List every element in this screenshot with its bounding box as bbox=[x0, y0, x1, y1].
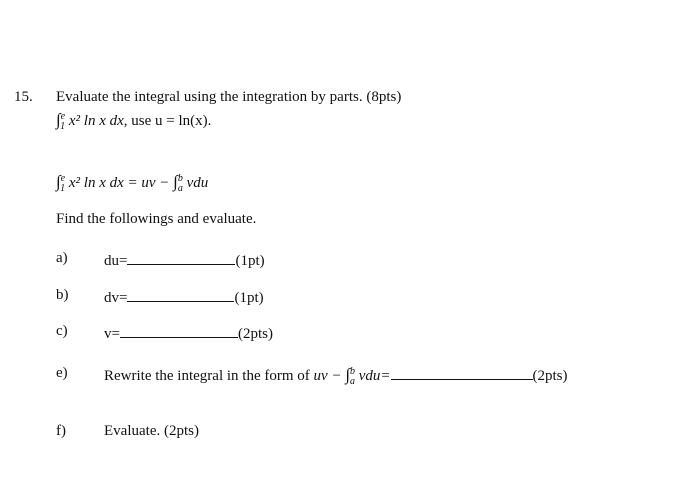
integral-lower: 1 bbox=[60, 121, 66, 132]
answer-blank-rewrite[interactable] bbox=[391, 365, 533, 380]
formula-rhs: vdu bbox=[186, 175, 209, 191]
part-label-c: c) bbox=[56, 323, 68, 339]
formula-upper-right: b bbox=[177, 173, 183, 184]
part-f: Evaluate. (2pts) bbox=[104, 423, 199, 439]
part-label-e: e) bbox=[56, 365, 68, 381]
formula-lhs: x² ln x dx = uv − bbox=[68, 175, 170, 191]
problem-instruction: Evaluate the integral using the integration by parts. (8pts) bbox=[56, 89, 402, 105]
integral-sign-icon: ∫ bbox=[56, 110, 61, 129]
part-a-prefix: du= bbox=[104, 253, 128, 269]
formula-upper-left: e bbox=[60, 173, 66, 184]
part-e-math: uv − bbox=[313, 368, 342, 384]
part-label-f: f) bbox=[56, 423, 66, 439]
part-e-math-end: vdu= bbox=[358, 368, 391, 384]
part-e-upper: b bbox=[349, 366, 355, 377]
parts-formula bbox=[56, 172, 208, 192]
problem-integral: ∫$^e_1$ x² ln x dx, use u = ln(x). bbox=[56, 110, 212, 132]
part-e bbox=[104, 365, 568, 385]
part-b-points: (1pt) bbox=[234, 290, 264, 306]
part-label-a: a) bbox=[56, 250, 68, 266]
answer-blank-dv[interactable] bbox=[127, 287, 234, 302]
part-c-points: (2pts) bbox=[237, 326, 273, 342]
part-e-points: (2pts) bbox=[532, 368, 568, 384]
integrand: x² ln x dx bbox=[68, 113, 124, 129]
integral-sign-icon: ∫ bbox=[345, 365, 350, 384]
integral-sign-icon: ∫ bbox=[173, 172, 178, 191]
integral-sign-icon: ∫ bbox=[56, 172, 61, 191]
problem-number: 15. bbox=[14, 89, 33, 105]
answer-blank-v[interactable] bbox=[120, 323, 238, 338]
part-b bbox=[104, 287, 264, 307]
part-e-prefix: Rewrite the integral in the form of bbox=[104, 368, 310, 384]
hint: use u = ln(x). bbox=[131, 113, 212, 129]
part-a bbox=[104, 250, 265, 270]
formula-lower-left: 1 bbox=[60, 183, 66, 194]
part-label-b: b) bbox=[56, 287, 69, 303]
integral-upper: e bbox=[60, 111, 66, 122]
part-c-prefix: v= bbox=[104, 326, 120, 342]
find-instruction: Find the followings and evaluate. bbox=[56, 211, 257, 227]
part-e-lower: a bbox=[349, 376, 355, 387]
formula-lower-right: a bbox=[177, 183, 183, 194]
part-a-points: (1pt) bbox=[235, 253, 265, 269]
part-c bbox=[104, 323, 273, 343]
answer-blank-du[interactable] bbox=[127, 250, 235, 265]
part-b-prefix: dv= bbox=[104, 290, 128, 306]
